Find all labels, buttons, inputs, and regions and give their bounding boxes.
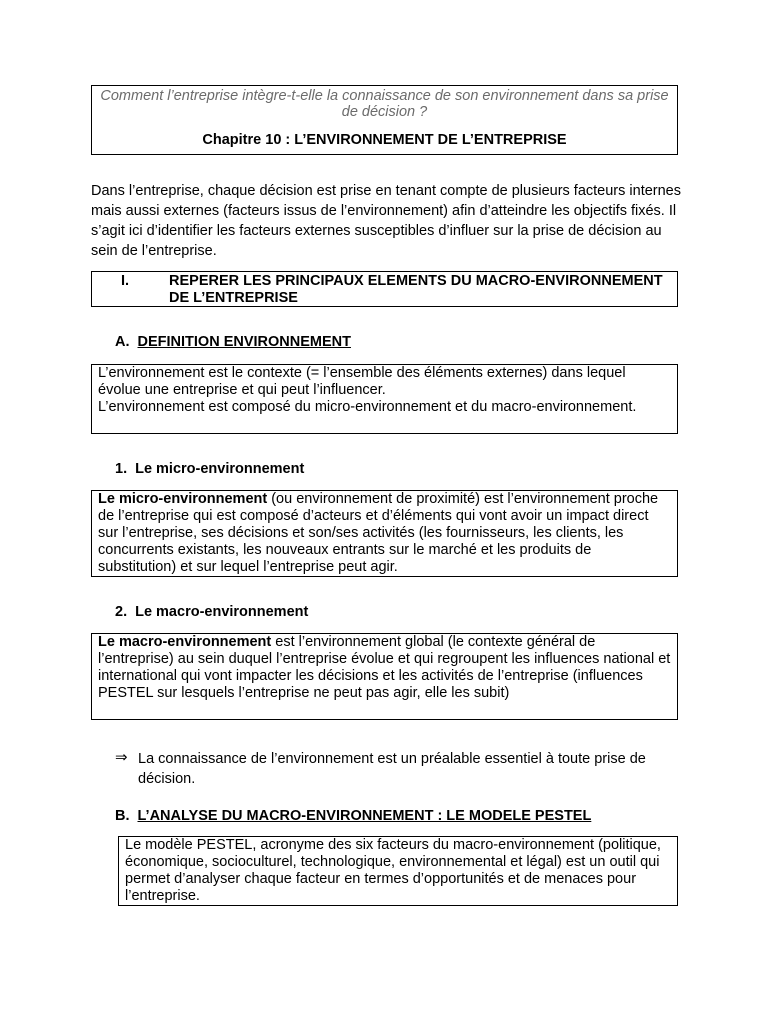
micro-environment-term: Le micro-environnement bbox=[98, 491, 268, 507]
section-b-letter: B. bbox=[115, 808, 130, 824]
arrow-right-icon: ⇒ bbox=[115, 749, 128, 766]
subsection-1-title: Le micro-environnement bbox=[135, 461, 305, 477]
subsection-1-heading bbox=[115, 461, 304, 477]
section-b-heading bbox=[115, 808, 591, 824]
section-1-title: REPERER LES PRINCIPAUX ELEMENTS DU MACRO-ENVIRONNEMENT DE L’ENTREPRISE bbox=[169, 273, 663, 306]
micro-environment-text: (ou environnement de proximité) est l’environnement proche de l’entreprise qui est composé d’acteurs et d’éléments qui vont avoir un impact direct sur l’entreprise, ses décisions et son/ses activités (les fournisseurs, les clients, les concurrents existants, les nouveaux entrants sur le marché et les produits de substitution) et sur lequel l’entreprise peut agir. bbox=[98, 491, 659, 575]
section-a-letter: A. bbox=[115, 334, 130, 350]
pestel-definition-box: Le modèle PESTEL, acronyme des six facteurs du macro-environnement (politique, économique, socioculturel, technologique, environnemental et légal) est un outil qui permet d’analyser chaque facteur en termes d’opportunités et de menaces pour l’entreprise. bbox=[118, 836, 678, 906]
section-1-heading-box bbox=[91, 271, 678, 307]
section-b-title: L’ANALYSE DU MACRO-ENVIRONNEMENT : LE MODELE PESTEL bbox=[137, 808, 592, 824]
header-box bbox=[91, 85, 678, 155]
macro-environment-text: est l’environnement global (le contexte général de l’entreprise) au sein duquel l’entreprise évolue et qui regroupent les influences national et international qui vont impacter les décisions et les activités de l’entreprise (influences PESTEL sur lesquels l’entreprise ne peut pas agir, elle les subit) bbox=[98, 634, 671, 701]
micro-environment-box bbox=[91, 490, 678, 577]
macro-environment-box bbox=[91, 633, 678, 720]
subsection-1-number: 1. bbox=[115, 461, 128, 477]
subsection-2-heading bbox=[115, 604, 308, 620]
subsection-2-number: 2. bbox=[115, 604, 128, 620]
definition-line-2: L’environnement est composé du micro-environnement et du macro-environnement. bbox=[98, 399, 637, 415]
section-a-title: DEFINITION ENVIRONNEMENT bbox=[137, 334, 351, 350]
chapter-question: Comment l’entreprise intègre-t-elle la connaissance de son environnement dans sa prise de décision ? bbox=[100, 88, 669, 120]
chapter-title: Chapitre 10 : L’ENVIRONNEMENT DE L’ENTREPRISE bbox=[202, 132, 567, 148]
subsection-2-title: Le macro-environnement bbox=[135, 604, 309, 620]
section-1-number: I. bbox=[121, 273, 130, 289]
conclusion-text: La connaissance de l’environnement est un préalable essentiel à toute prise de décision. bbox=[138, 751, 646, 787]
definition-line-1: L’environnement est le contexte (= l’ensemble des éléments externes) dans lequel évolue une entreprise et qui peut l’influencer. bbox=[98, 365, 626, 398]
section-a-heading bbox=[115, 334, 351, 350]
macro-environment-term: Le macro-environnement bbox=[98, 634, 272, 650]
definition-box bbox=[91, 364, 678, 434]
intro-paragraph: Dans l’entreprise, chaque décision est prise en tenant compte de plusieurs facteurs internes mais aussi externes (facteurs issus de l’environnement) afin d’atteindre les objectifs fixés. Il s’agit ici d’identifier les facteurs externes susceptibles d’influer sur la prise de décision au sein de l’entreprise. bbox=[91, 183, 681, 259]
